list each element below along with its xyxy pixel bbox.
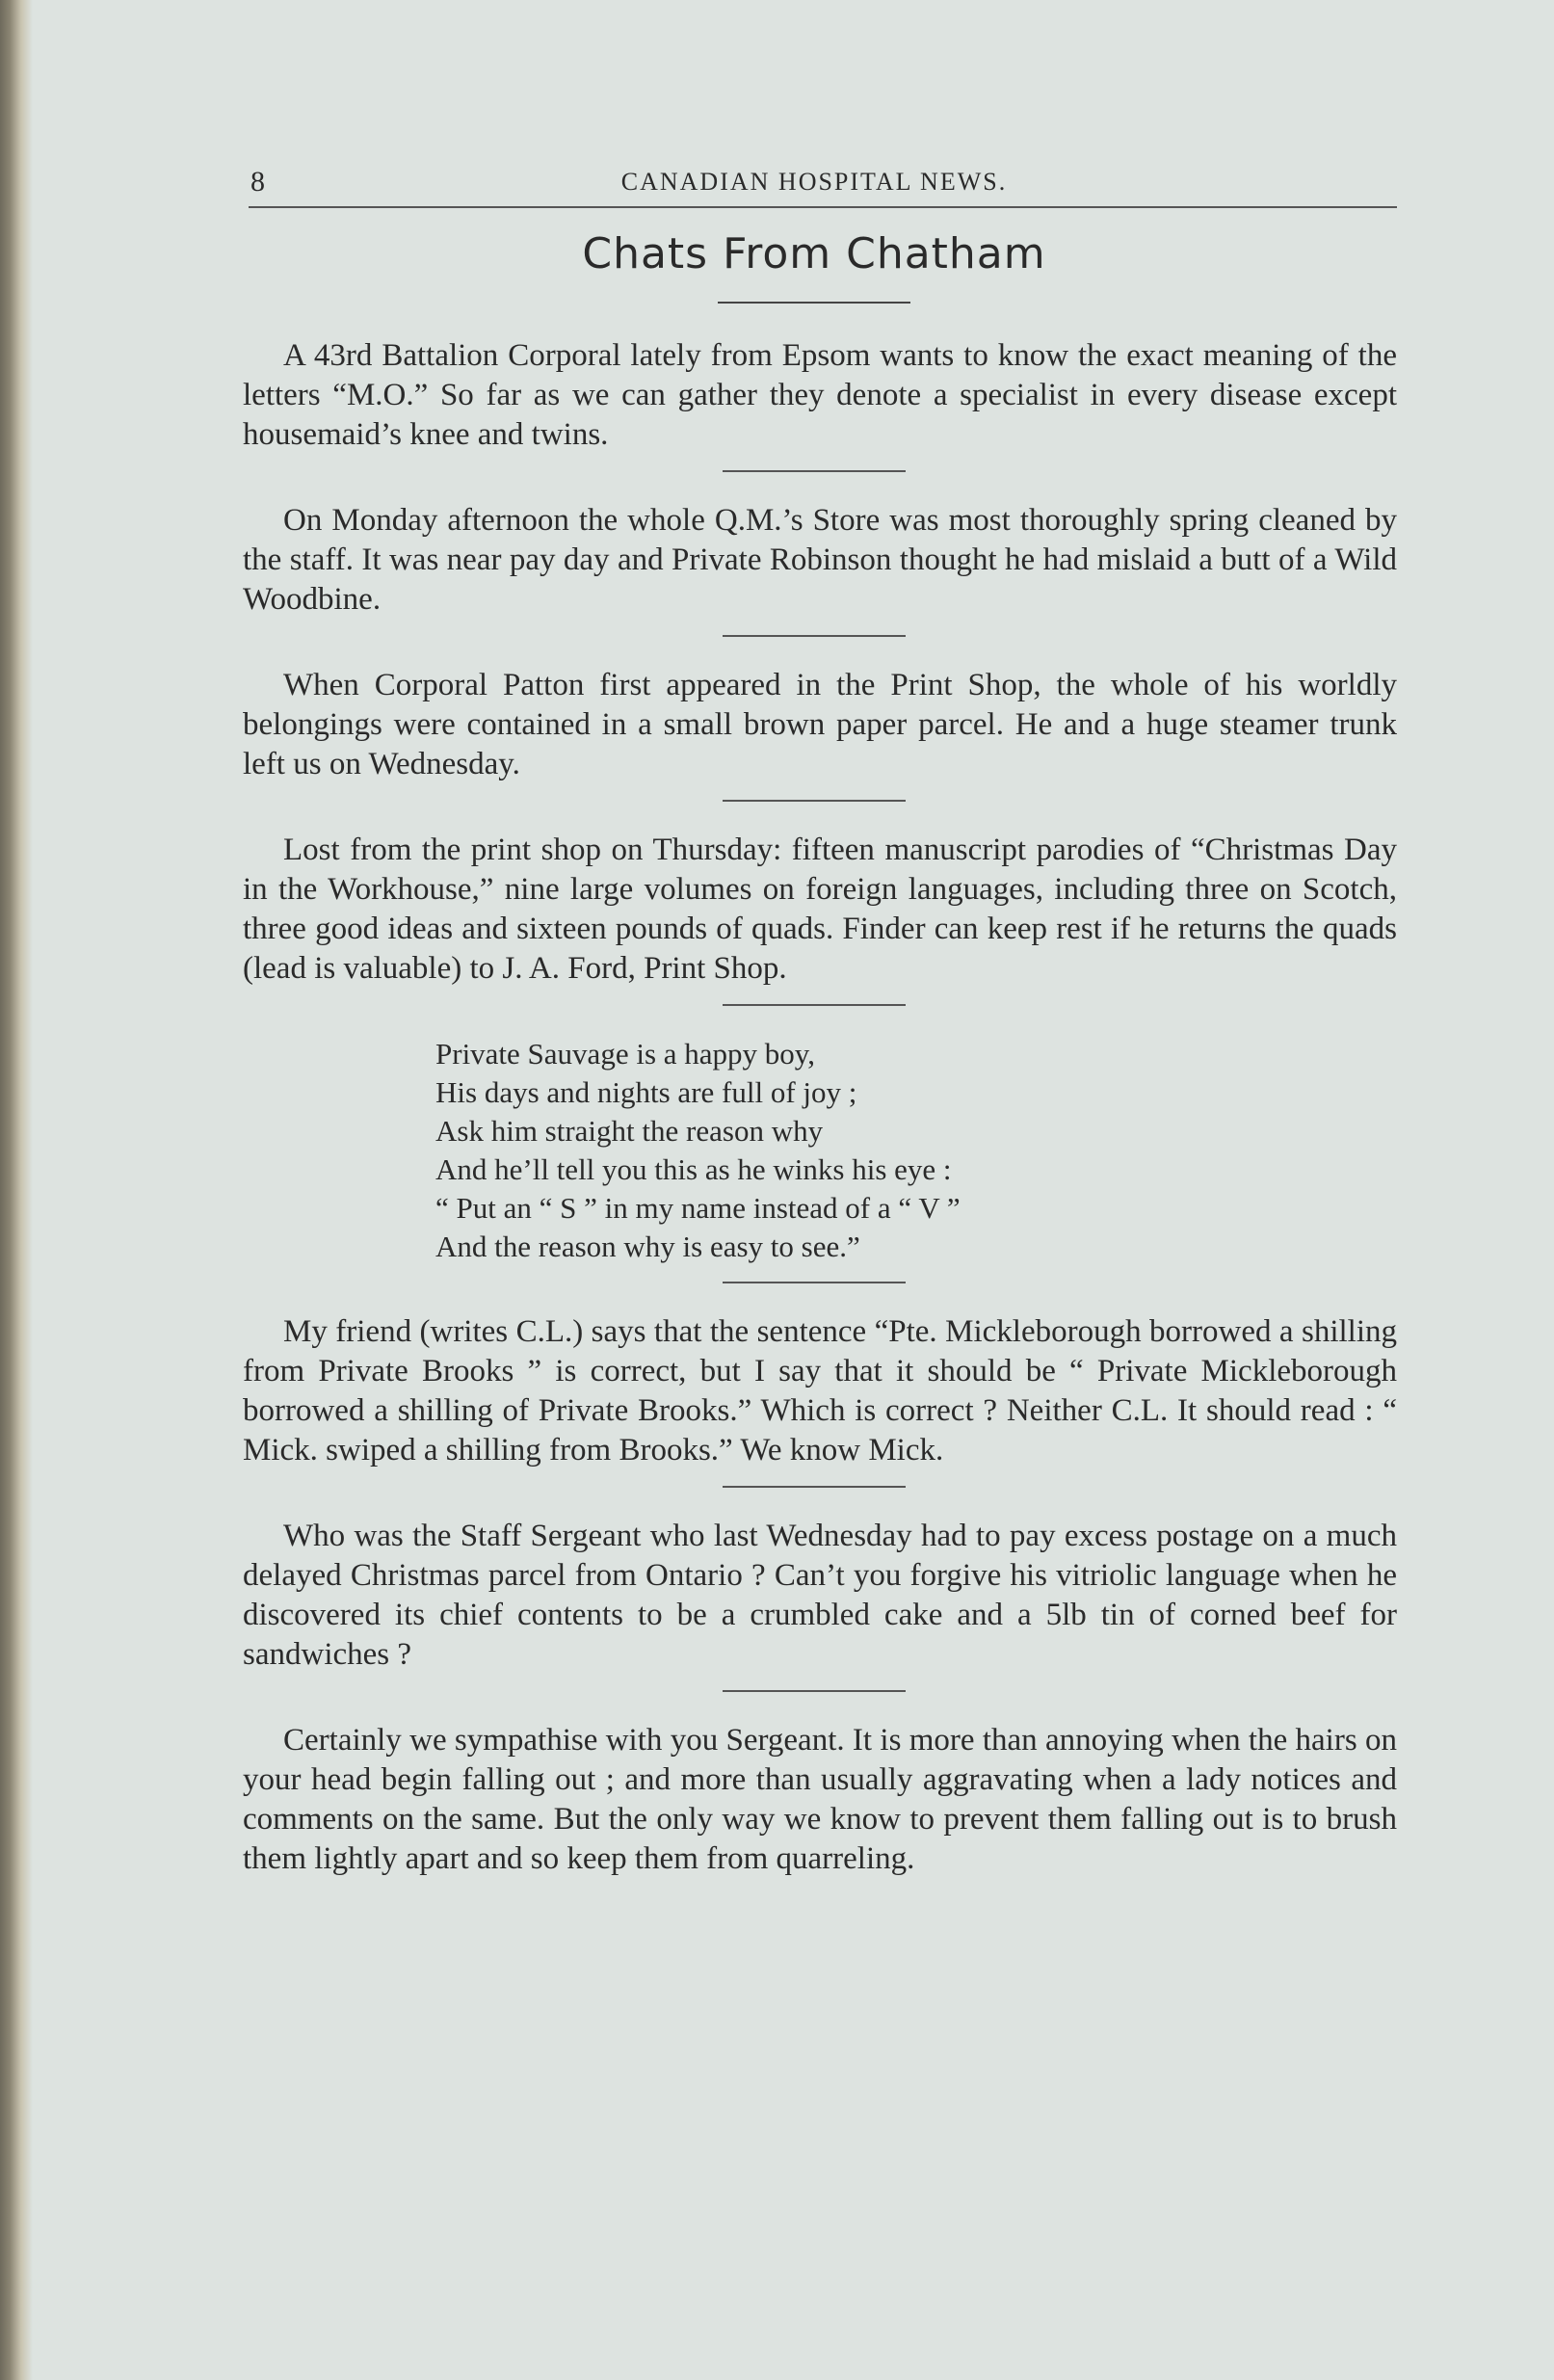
paragraph: A 43rd Battalion Corporal lately from Epsom wants to know the exact meaning of the letters “M.O.” So far as we can gather they denote a specialist in every disease except housemaid’s knee and twins.: [243, 338, 1397, 452]
paragraph: Who was the Staff Sergeant who last Wednesday had to pay excess postage on a much delayed Christmas parcel from Ontario ? Can’t you forgive his vitriolic language when he discovered its chief contents to be a crumbled cake and a 5lb tin of corned beef for sandwiches ?: [243, 1519, 1397, 1672]
separator-rule: [723, 800, 906, 802]
title-rule: [718, 302, 910, 304]
poem-line: And the reason why is easy to see.”: [435, 1230, 860, 1263]
article-title: Chats From Chatham: [582, 229, 1046, 278]
document-page: [231, 154, 1397, 1879]
poem-line: His days and nights are full of joy ;: [435, 1075, 857, 1109]
paragraph: When Corporal Patton first appeared in the Print Shop, the whole of his worldly belongings were contained in a small brown paper parcel. He and a huge steamer trunk left us on Wednesday.: [243, 668, 1397, 781]
book-spine-edge: [0, 0, 33, 2380]
paragraph: On Monday afternoon the whole Q.M.’s Store was most thoroughly spring cleaned by the staff. It was near pay day and Private Robinson thought he had mislaid a butt of a Wild Woodbine.: [243, 503, 1397, 617]
poem: [435, 1035, 1397, 1266]
separator-rule: [723, 1486, 906, 1488]
poem-line: And he’ll tell you this as he winks his eye :: [435, 1152, 952, 1186]
poem-line: “ Put an “ S ” in my name instead of a “ V ”: [435, 1191, 961, 1225]
poem-line: Ask him straight the reason why: [435, 1114, 824, 1148]
paragraph: Certainly we sympathise with you Sergeant. It is more than annoying when the hairs on your head begin falling out ; and more than usually aggravating when a lady notices and comments on the same. But the only way we know to prevent them falling out is to brush them lightly apart and so keep them from quarreling.: [243, 1723, 1397, 1876]
poem-line: Private Sauvage is a happy boy,: [435, 1037, 816, 1071]
separator-rule: [723, 1690, 906, 1692]
paragraph: My friend (writes C.L.) says that the sentence “Pte. Mickleborough borrowed a shilling from Private Brooks ” is correct, but I say that it should be “ Private Mickleborough borrowed a shilling of Private Brooks.” Which is correct ? Neither C.L. It should read : “ Mick. swiped a shilling from Brooks.” We know Mick.: [243, 1314, 1397, 1468]
page-number: 8: [250, 166, 265, 198]
separator-rule: [723, 1282, 906, 1283]
separator-rule: [723, 470, 906, 472]
running-header: [231, 154, 1397, 202]
separator-rule: [723, 1004, 906, 1006]
header-rule: [249, 206, 1397, 208]
separator-rule: [723, 635, 906, 637]
journal-title: CANADIAN HOSPITAL NEWS.: [620, 168, 1008, 196]
paragraph: Lost from the print shop on Thursday: fifteen manuscript parodies of “Christmas Day in the Workhouse,” nine large volumes on foreign languages, including three on Scotch, three good ideas and sixteen pounds of quads. Finder can keep rest if he returns the quads (lead is valuable) to J. A. Ford, Print Shop.: [243, 833, 1397, 986]
